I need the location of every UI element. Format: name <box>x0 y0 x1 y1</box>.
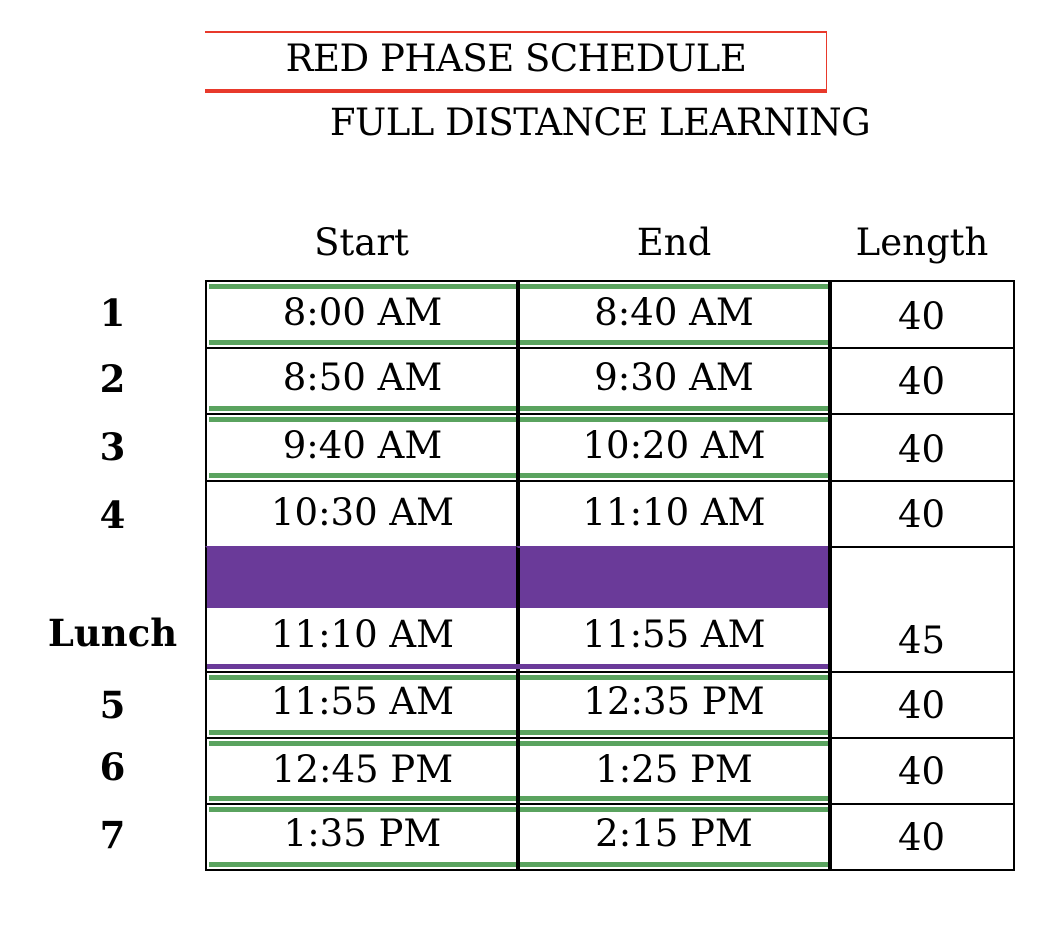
table-cell-length: 40 <box>828 480 1015 548</box>
table-cell-end: 1:25 PM <box>516 737 832 805</box>
table-cell-end: 9:30 AM <box>516 347 832 415</box>
table-cell-start: 8:50 AM <box>205 347 520 415</box>
table-cell-end: 11:10 AM <box>516 480 832 548</box>
column-header-end: End <box>636 221 712 264</box>
table-cell-start: 10:30 AM <box>205 480 520 548</box>
row-label: 1 <box>99 291 126 335</box>
table-cell-end: 10:20 AM <box>516 413 832 482</box>
lunch-divider <box>207 664 828 669</box>
row-label: 4 <box>99 493 126 537</box>
column-header-start: Start <box>314 221 409 264</box>
table-cell-length: 40 <box>828 737 1015 805</box>
table-cell-length: 40 <box>828 280 1015 349</box>
page-subtitle: FULL DISTANCE LEARNING <box>329 101 871 144</box>
table-cell-length: 40 <box>828 803 1015 871</box>
table-cell-start: 11:55 AM <box>205 671 520 739</box>
table-cell-start: 8:00 AM <box>205 280 520 349</box>
table-cell-length: 45 <box>828 546 1015 673</box>
table-cell-length: 40 <box>828 347 1015 415</box>
column-header-length: Length <box>855 221 989 264</box>
table-cell-start: 11:10 AM <box>205 546 520 673</box>
table-cell-length: 40 <box>828 413 1015 482</box>
table-cell-end: 11:55 AM <box>516 546 832 673</box>
table-cell-start: 9:40 AM <box>205 413 520 482</box>
row-label: 6 <box>99 745 126 789</box>
row-label-lunch: Lunch <box>47 611 178 655</box>
page-title: RED PHASE SCHEDULE <box>285 37 747 80</box>
row-label: 7 <box>99 813 126 857</box>
table-cell-end: 12:35 PM <box>516 671 832 739</box>
row-label: 5 <box>99 683 126 727</box>
row-label: 3 <box>99 425 126 469</box>
table-cell-end: 2:15 PM <box>516 803 832 871</box>
table-cell-start: 12:45 PM <box>205 737 520 805</box>
row-label: 2 <box>99 357 126 401</box>
table-cell-end: 8:40 AM <box>516 280 832 349</box>
table-cell-start: 1:35 PM <box>205 803 520 871</box>
table-cell-length: 40 <box>828 671 1015 739</box>
